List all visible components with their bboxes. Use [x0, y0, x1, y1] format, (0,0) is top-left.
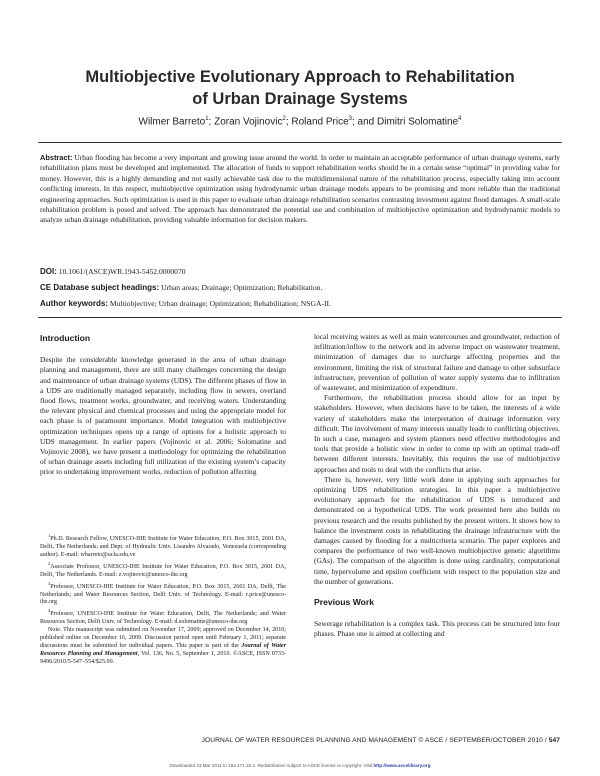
footnote: $^3$Professor, UNESCO-IHE Institute for Water Education, P.O. Box 3015, 2601 DA, Delft, The Netherlands; and Water Resources Section, Delft Univ. of Technology. E-mail: r.price@unesco-ihe.org: [40, 580, 286, 606]
right-column: [314, 332, 560, 640]
author-separator: ;: [208, 116, 215, 128]
author-mark: 4: [458, 116, 462, 122]
doi-label: DOI:: [40, 267, 57, 276]
paragraph: Sewerage rehabilitation is a complex task. This process can be structured into four phases. Phase one is aimed at collecting and: [314, 619, 560, 639]
footer-journal: JOURNAL OF WATER RESOURCES PLANNING AND MANAGEMENT © ASCE / SEPTEMBER/OCTOBER 2010 /: [201, 737, 549, 744]
author-separator: ; and: [351, 116, 378, 128]
footnote: $^2$Associate Professor, UNESCO-IHE Institute for Water Education, P.O. Box 3015, 2601 DA, Delft, The Netherlands. E-mail: z.vojinovic@unesco-ihe.org: [40, 560, 286, 578]
paper-title: [40, 66, 560, 110]
paragraph: There is, however, very little work done in applying such approaches for optimizing UDS rehabilitation strategies. In this paper a multiobjective evolutionary approach for the rehabilitation of UDS is introduced and demonstrated on a hypothetical UDS. The work presented here also builds on previous research and the results published by the present writers. It shows how to balance the investment costs in rehabilitating the drainage infrastructure with the damages caused by flooding for a multicriteria scenario. The paper explores and compares the performance of two well-known multiobjective genetic algorithms (GAs). The comparison of the algorithm is done using cardinality, computational time, hypervolume and epsilon coefficient with respect to the population size and the number of generations.: [314, 474, 560, 586]
download-text: Downloaded 23 Mar 2011 to 194.171.26.2. Redistribution subject to ASCE license or copyright. Visit: [169, 763, 373, 768]
author-separator: ;: [285, 116, 292, 128]
intro-paragraph: Despite the considerable knowledge generated in the area of urban drainage planning and management, there are still many challenges concerning the design and maintenance of urban drainage systems (UDS). The different phases of flow in a UDS are traditionally managed separately, including flow in sewers, overland flood flows, treatment works, groundwater, and receiving waters. Understanding the relevant physical and chemical processes and using the appropriate model for each phase is of paramount importance. Model integration with multiobjective optimization techniques opens up a range of options for a holistic approach to UDS management. In earlier papers (Vojinovic et al. 2006; Solomatine and Vojinovic 2008), we have present a methodology for optimizing the rehabilitation of urban drainage assets including full utilization of the existing system’s capacity prior to undertaking improvement works, reduction of pollution affecting: [40, 355, 286, 477]
title-line-2: of Urban Drainage Systems: [192, 90, 408, 108]
footnotes: [40, 532, 286, 667]
ce-headings: Urban areas; Drainage; Optimization; Rehabilitation.: [161, 283, 323, 292]
doi-value[interactable]: 10.1061/(ASCE)WR.1943-5452.0000070: [58, 267, 186, 276]
title-line-1: Multiobjective Evolutionary Approach to Rehabilitation: [85, 68, 515, 86]
footnote: $^1$Ph.D. Research Fellow, UNESCO-IHE Institute for Water Education, P.O. Box 3015, 2601 DA, Delft, The Netherlands; and Dept. of Hydraulic Univ. Lisandro Alvarado, Venezuela (corresponding author). E-mail: wbarreto@ucla.edu.ve: [40, 533, 286, 558]
paragraph: Furthermore, the rehabilitation process should allow for an input by stakeholders. However, when decisions have to be taken, the interests of a wide variety of stakeholders make the interpretation of drainage information very difficult. The involvement of many interests usually leads to conflicting objectives. In such a case, managers and system planners need effective methodologies and tools that provide a holistic view in order to come up with an optimal trade-off between different interests. Inevitably, this requires the use of multiobjective approaches and tools to deal with the conflicts that arise.: [314, 393, 560, 474]
download-notice: [40, 763, 560, 768]
keywords: Multiobjective; Urban drainage; Optimization; Rehabilitation; NSGA-II.: [109, 299, 331, 308]
abstract-rule: [38, 317, 562, 318]
author-name: Zoran Vojinovic: [214, 116, 283, 128]
section-heading-previous-work: Previous Work: [314, 597, 375, 608]
author-mark: 3: [348, 116, 352, 122]
footnote-mark: 1: [48, 533, 51, 538]
left-column: [40, 333, 286, 478]
author-mark: 1: [205, 116, 209, 122]
header-rule: [38, 142, 562, 143]
ce-label: CE Database subject headings:: [40, 283, 160, 292]
footnote-mark: 4: [48, 608, 51, 614]
author-list: [40, 116, 560, 127]
abstract: [40, 153, 560, 226]
page-number: 547: [548, 737, 560, 744]
footnote: $^4$Professor, UNESCO-IHE Institute for Water Education, Delft, The Netherlands; and Water Resources Section, Delft Univ. of Technology. E-mail: d.solomatine@unesco-ihe.org: [40, 608, 286, 626]
author-name: Dimitri Solomatine: [377, 116, 459, 128]
author-mark: 2: [282, 116, 286, 122]
ascelibrary-link[interactable]: http://www.ascelibrary.org: [373, 763, 431, 768]
footnote-mark: 2: [48, 560, 51, 566]
page-footer: [40, 737, 560, 744]
keywords-line: [40, 299, 560, 309]
manuscript-note: Note. This manuscript was submitted on November 17, 2009; approved on December 14, 2010; published online on December 16, 2009. Discussion period open until February 1, 2011; separate discussions must be submitted for individual papers. This paper is part of the Journal of Water Resources Planning and Management, Vol. 136, No. 5, September 1, 2010. ©ASCE, ISSN 0733-9496/2010/5-547–554/$25.00.: [40, 627, 286, 665]
doi-line: [40, 267, 560, 277]
author-name: Roland Price: [291, 116, 349, 128]
paragraph: local receiving waters as well as main watercourses and groundwater, reduction of infiltration/inflow to the network and its adverse impact on wastewater treatment, minimization of damages due to surcharge affecting properties and the environment, limiting the risk of structural failure and damage to other subsurface infrastructure, prevention of pollution of water supply systems due to infiltration of wastewater, and minimization of expenditure.: [314, 332, 560, 393]
ce-headings-line: [40, 283, 560, 293]
author-name: Wilmer Barreto: [138, 116, 206, 128]
journal-name: Journal of Water Resources Planning and Management: [40, 643, 286, 657]
keywords-label: Author keywords:: [40, 299, 109, 308]
section-heading-introduction: Introduction: [40, 333, 91, 343]
abstract-text: Urban flooding has become a very important and growing issue around the world. In order to maintain an acceptable performance of urban drainage systems, early rehabilitation plans must be developed and implemented. The allocation of funds to support rehabilitation works should be in a certain sense “optimal” in providing value for money. However, this is a highly demanding and not easily achievable task due to the multidimensional nature of the rehabilitation process, especially taking into account conflicting interests. In this respect, multiobjective optimization using hydrodynamic urban drainage models appears to be promising and more reliable than the traditional engineering approaches. Such optimization is used in this paper to evaluate urban drainage rehabilitation scenarios contrasting investment against flood damages. A small-scale rehabilitation problem is posed and solved. The approach has demonstrated the potential use and combination of multiobjective optimization and hydrodynamic models to analyze urban drainage rehabilitation, providing valuable information for decision makers.: [40, 153, 560, 225]
abstract-label: Abstract:: [40, 153, 73, 162]
footnote-mark: 3: [48, 580, 51, 586]
